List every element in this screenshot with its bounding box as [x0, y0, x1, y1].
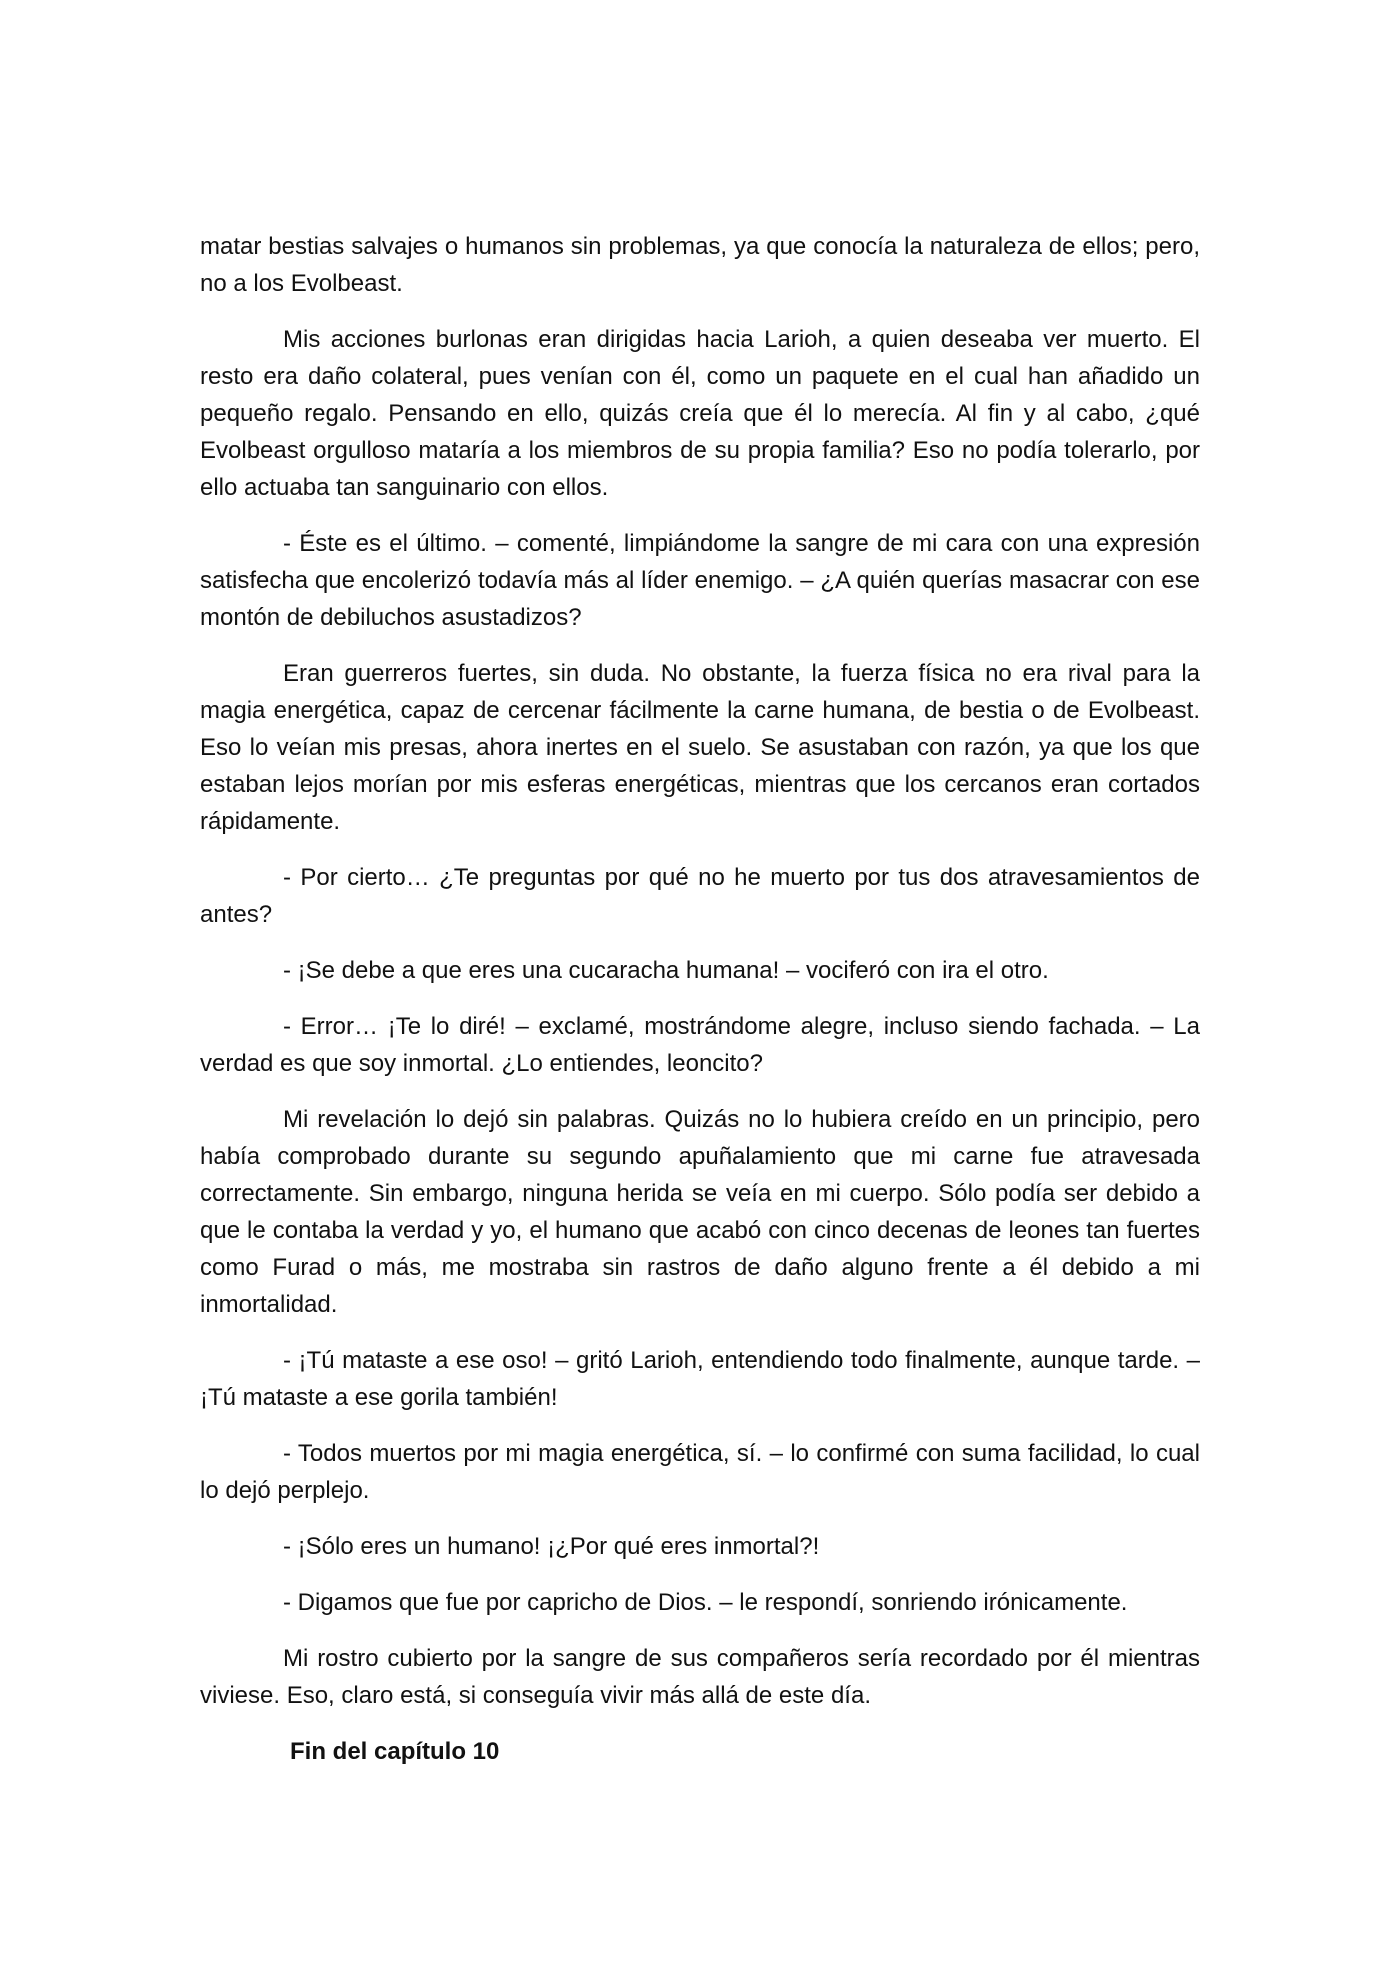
paragraph-13: Mi rostro cubierto por la sangre de sus compañeros sería recordado por él mientras viviese. Eso, claro está, si conseguía vivir más allá de este día. [200, 1645, 1200, 1709]
paragraph-7: - Error… ¡Te lo diré! – exclamé, mostrándome alegre, incluso siendo fachada. – La verdad es que soy inmortal. ¿Lo entiendes, leoncito? [200, 1013, 1200, 1077]
paragraph-3: - Éste es el último. – comenté, limpiándome la sangre de mi cara con una expresión satisfecha que encolerizó todavía más al líder enemigo. – ¿A quién querías masacrar con ese montón de debiluchos asustadizos? [200, 530, 1200, 631]
paragraph-6: - ¡Se debe a que eres una cucaracha humana! – vociferó con ira el otro. [283, 957, 1049, 984]
paragraph-2: Mis acciones burlonas eran dirigidas hacia Larioh, a quien deseaba ver muerto. El resto era daño colateral, pues venían con él, como un paquete en el cual han añadido un pequeño regalo. Pensando en ello, quizás creía que él lo merecía. Al fin y al cabo, ¿qué Evolbeast orgulloso mataría a los miembros de su propia familia? Eso no podía tolerarlo, por ello actuaba tan sanguinario con ellos. [200, 326, 1200, 501]
paragraph-12: - Digamos que fue por capricho de Dios. – le respondí, sonriendo irónicamente. [283, 1589, 1128, 1616]
paragraph-4: Eran guerreros fuertes, sin duda. No obstante, la fuerza física no era rival para la magia energética, capaz de cercenar fácilmente la carne humana, de bestia o de Evolbeast. Eso lo veían mis presas, ahora inertes en el suelo. Se asustaban con razón, ya que los que estaban lejos morían por mis esferas energéticas, mientras que los cercanos eran cortados rápidamente. [200, 660, 1200, 835]
chapter-end-heading: Fin del capítulo 10 [290, 1738, 500, 1765]
paragraph-8: Mi revelación lo dejó sin palabras. Quizás no lo hubiera creído en un principio, pero había comprobado durante su segundo apuñalamiento que mi carne fue atravesada correctamente. Sin embargo, ninguna herida se veía en mi cuerpo. Sólo podía ser debido a que le contaba la verdad y yo, el humano que acabó con cinco decenas de leones tan fuertes como Furad o más, me mostraba sin rastros de daño alguno frente a él debido a mi inmortalidad. [200, 1106, 1200, 1318]
paragraph-5: - Por cierto… ¿Te preguntas por qué no he muerto por tus dos atravesamientos de antes? [200, 864, 1200, 928]
paragraph-11: - ¡Sólo eres un humano! ¡¿Por qué eres inmortal?! [283, 1533, 820, 1560]
paragraph-9: - ¡Tú mataste a ese oso! – gritó Larioh, entendiendo todo finalmente, aunque tarde. – ¡Tú mataste a ese gorila también! [200, 1347, 1200, 1411]
paragraph-10: - Todos muertos por mi magia energética, sí. – lo confirmé con suma facilidad, lo cual lo dejó perplejo. [200, 1440, 1200, 1504]
document-body [200, 228, 1200, 1789]
paragraph-1: matar bestias salvajes o humanos sin problemas, ya que conocía la naturaleza de ellos; pero, no a los Evolbeast. [200, 233, 1200, 297]
